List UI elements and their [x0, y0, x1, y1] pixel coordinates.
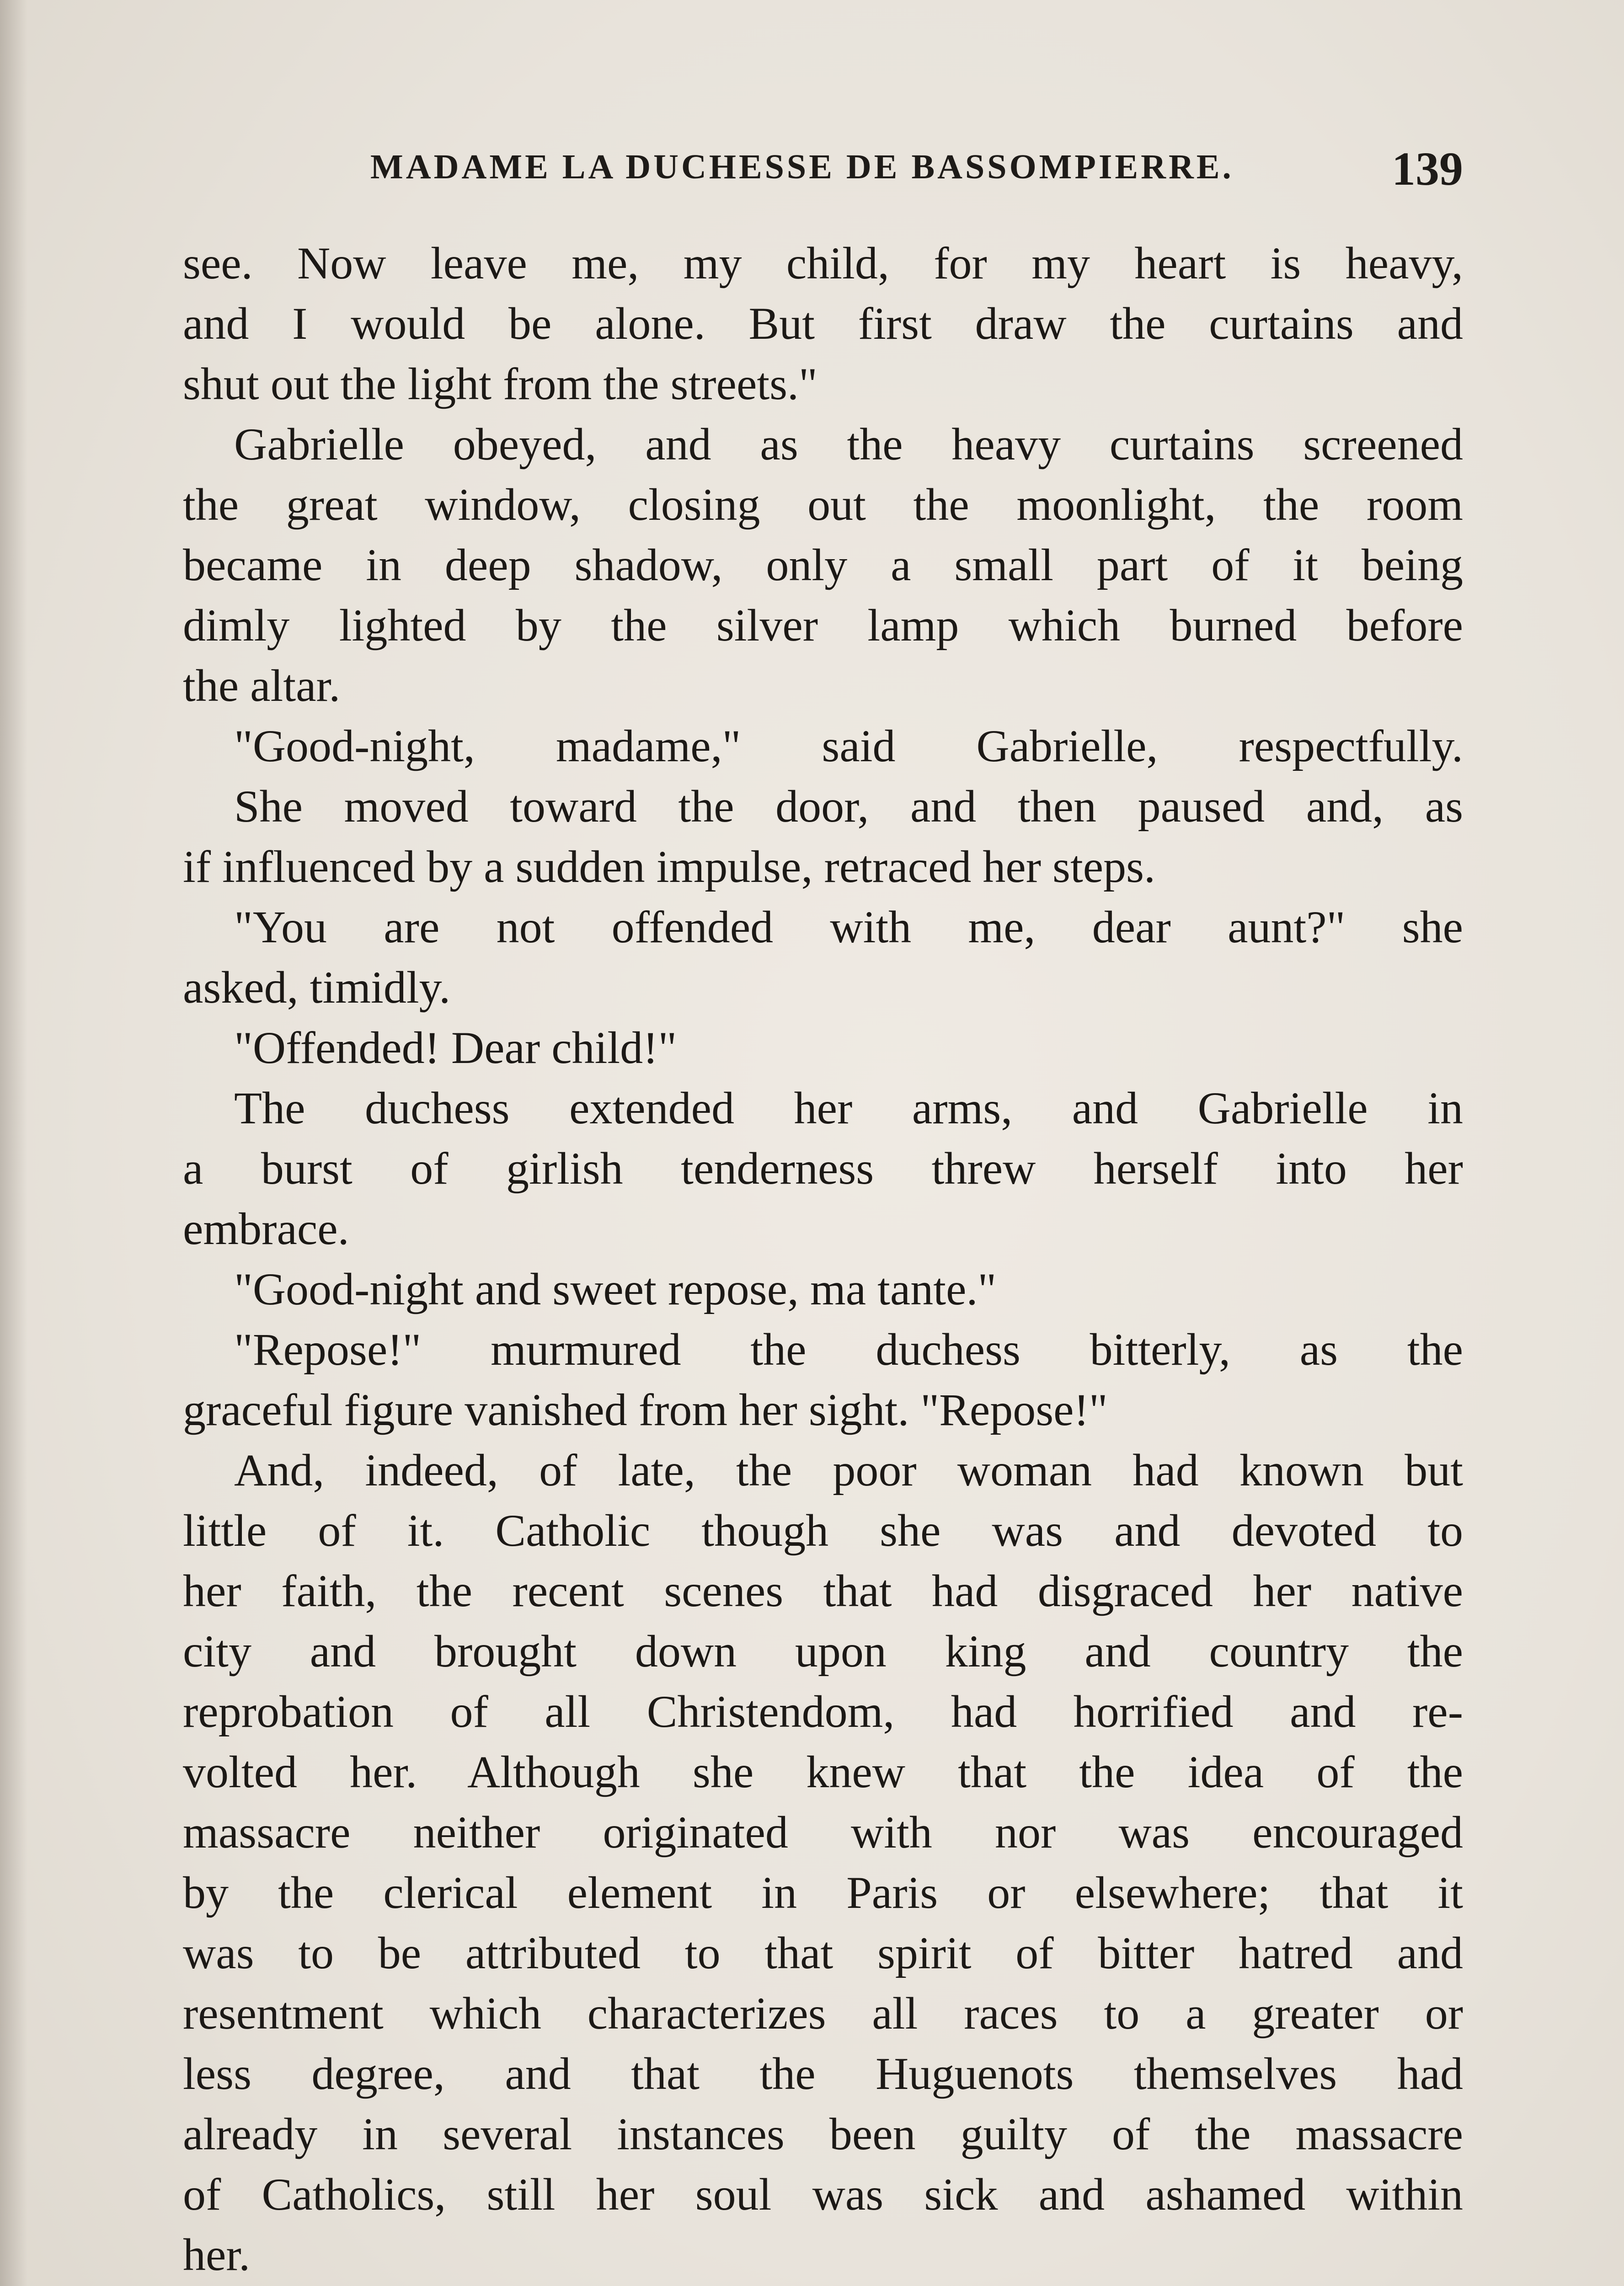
text-line: shut out the light from the streets.": [183, 358, 817, 409]
text-line: Gabrielle obeyed, and as the heavy curtains screened: [234, 419, 1463, 470]
text-line: "Good-night and sweet repose, ma tante.": [234, 1264, 997, 1314]
text-line: the altar.: [183, 660, 341, 711]
text-line: embrace.: [183, 1203, 349, 1254]
text-line: and I would be alone. But first draw the curtains and: [183, 298, 1463, 349]
body-text: [183, 233, 1463, 2285]
spine-shadow: [0, 0, 27, 2286]
text-line: massacre neither originated with nor was encouraged: [183, 1807, 1463, 1858]
text-line: city and brought down upon king and country the: [183, 1626, 1463, 1677]
text-line: And, indeed, of late, the poor woman had known but: [234, 1445, 1463, 1496]
text-line: a burst of girlish tenderness threw herself into her: [183, 1143, 1463, 1194]
text-line: The duchess extended her arms, and Gabrielle in: [234, 1083, 1463, 1133]
text-line: "Offended! Dear child!": [234, 1022, 677, 1073]
text-line: "Repose!" murmured the duchess bitterly, as the: [234, 1324, 1463, 1375]
text-line: little of it. Catholic though she was and devoted to: [183, 1505, 1463, 1556]
text-line: graceful figure vanished from her sight. "Repose!": [183, 1384, 1108, 1435]
text-line: see. Now leave me, my child, for my heart is heavy,: [183, 238, 1463, 288]
text-line: was to be attributed to that spirit of bitter hatred and: [183, 1928, 1463, 1978]
text-line: already in several instances been guilty of the massacre: [183, 2109, 1463, 2159]
text-line: She moved toward the door, and then paused and, as: [234, 781, 1463, 832]
text-line: her faith, the recent scenes that had disgraced her native: [183, 1565, 1463, 1616]
page-header: [183, 137, 1463, 201]
text-line: "Good-night, madame," said Gabrielle, respectfully.: [234, 721, 1463, 771]
text-line: "You are not offended with me, dear aunt?" she: [234, 902, 1463, 952]
text-line: resentment which characterizes all races to a greater or: [183, 1988, 1463, 2039]
text-line: her.: [183, 2229, 251, 2280]
text-line: asked, timidly.: [183, 962, 451, 1013]
text-line: became in deep shadow, only a small part of it being: [183, 539, 1463, 590]
text-line: by the clerical element in Paris or elsewhere; that it: [183, 1867, 1463, 1918]
text-line: the great window, closing out the moonlight, the room: [183, 479, 1463, 530]
text-line: less degree, and that the Huguenots themselves had: [183, 2048, 1463, 2099]
text-line: reprobation of all Christendom, had horrified and re-: [183, 1686, 1463, 1737]
text-line: if influenced by a sudden impulse, retraced her steps.: [183, 841, 1156, 892]
text-line: volted her. Although she knew that the idea of the: [183, 1747, 1463, 1797]
running-title: MADAME LA DUCHESSE DE BASSOMPIERRE.: [370, 148, 1234, 186]
page-number: 139: [1392, 143, 1463, 195]
text-line: dimly lighted by the silver lamp which burned before: [183, 600, 1463, 651]
text-line: of Catholics, still her soul was sick and ashamed within: [183, 2169, 1463, 2220]
